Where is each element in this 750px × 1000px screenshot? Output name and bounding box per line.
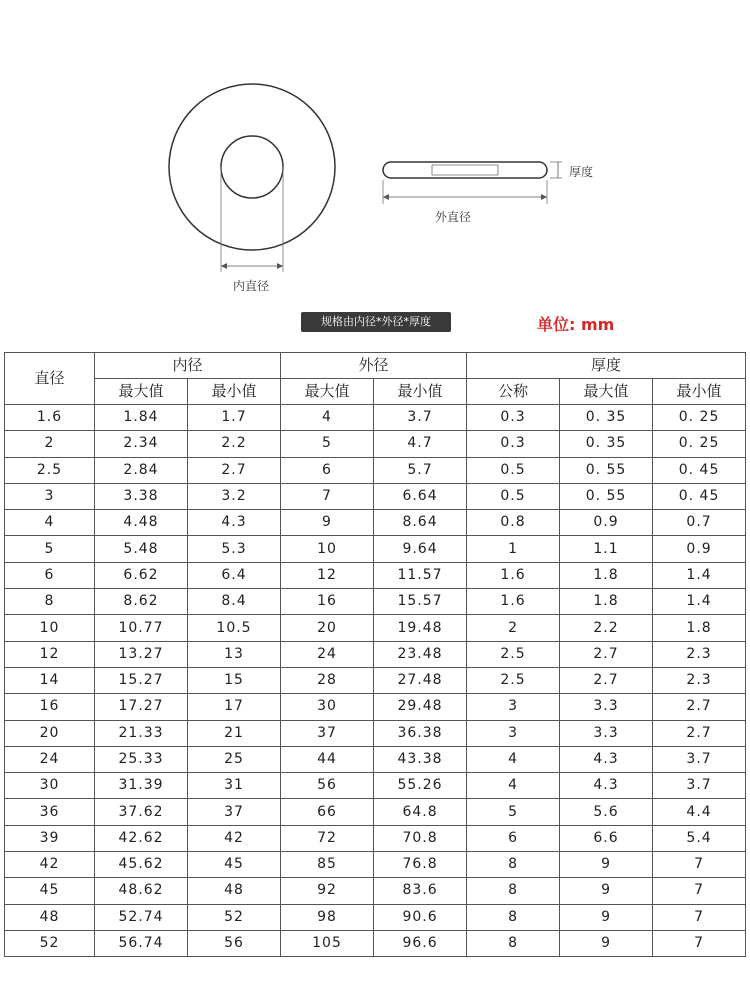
table-cell: 0. 25	[653, 405, 746, 431]
table-cell: 3.3	[560, 720, 653, 746]
table-cell: 5.6	[560, 799, 653, 825]
table-row	[5, 799, 746, 825]
table-cell: 2.5	[467, 641, 560, 667]
table-cell: 2.7	[653, 720, 746, 746]
table-cell: 4.3	[560, 746, 653, 772]
table-cell: 9	[560, 878, 653, 904]
table-cell: 8.64	[374, 510, 467, 536]
table-row	[5, 431, 746, 457]
table-cell: 2.34	[95, 431, 188, 457]
table-cell: 2.5	[5, 457, 95, 483]
table-cell: 12	[281, 562, 374, 588]
table-cell: 6.4	[188, 562, 281, 588]
table-cell: 13.27	[95, 641, 188, 667]
table-cell: 2.7	[560, 667, 653, 693]
table-cell: 36.38	[374, 720, 467, 746]
table-cell: 2	[5, 431, 95, 457]
table-body	[5, 405, 746, 957]
table-cell: 5.48	[95, 536, 188, 562]
table-cell: 0.3	[467, 405, 560, 431]
col-outer-min: 最小值	[374, 379, 467, 405]
table-cell: 96.6	[374, 930, 467, 956]
table-cell: 23.48	[374, 641, 467, 667]
table-cell: 7	[653, 904, 746, 930]
table-cell: 0.3	[467, 431, 560, 457]
table-cell: 0. 55	[560, 457, 653, 483]
table-cell: 13	[188, 641, 281, 667]
table-row	[5, 641, 746, 667]
table-cell: 15.27	[95, 667, 188, 693]
washer-outer-circle	[169, 84, 335, 250]
table-cell: 8	[467, 904, 560, 930]
table-cell: 17.27	[95, 694, 188, 720]
table-cell: 10.77	[95, 615, 188, 641]
table-row	[5, 930, 746, 956]
table-cell: 9	[560, 930, 653, 956]
table-cell: 0.8	[467, 510, 560, 536]
table-cell: 105	[281, 930, 374, 956]
table-cell: 5.3	[188, 536, 281, 562]
table-cell: 45	[5, 878, 95, 904]
table-cell: 0.7	[653, 510, 746, 536]
table-cell: 0. 35	[560, 431, 653, 457]
thickness-label: 厚度	[569, 165, 594, 179]
table-cell: 5.4	[653, 825, 746, 851]
table-cell: 52	[188, 904, 281, 930]
table-row	[5, 510, 746, 536]
table-cell: 0.9	[653, 536, 746, 562]
table-cell: 7	[653, 878, 746, 904]
table-cell: 42.62	[95, 825, 188, 851]
table-cell: 6	[467, 825, 560, 851]
table-cell: 10	[5, 615, 95, 641]
table-cell: 4.3	[560, 773, 653, 799]
table-cell: 7	[653, 930, 746, 956]
table-cell: 2.7	[653, 694, 746, 720]
table-cell: 10	[281, 536, 374, 562]
table-cell: 66	[281, 799, 374, 825]
table-row	[5, 746, 746, 772]
washer-drawing	[0, 0, 750, 340]
table-cell: 98	[281, 904, 374, 930]
table-cell: 6.62	[95, 562, 188, 588]
table-cell: 19.48	[374, 615, 467, 641]
col-thickness-min: 最小值	[653, 379, 746, 405]
washer-diagram	[0, 0, 750, 340]
table-cell: 0.5	[467, 457, 560, 483]
table-cell: 7	[281, 483, 374, 509]
unit-label: 单位: mm	[537, 315, 615, 334]
table-cell: 31.39	[95, 773, 188, 799]
table-cell: 9	[560, 852, 653, 878]
table-cell: 25	[188, 746, 281, 772]
table-cell: 72	[281, 825, 374, 851]
col-inner-min: 最小值	[188, 379, 281, 405]
table-cell: 21.33	[95, 720, 188, 746]
table-cell: 6	[5, 562, 95, 588]
col-inner-diameter: 内径	[95, 353, 281, 379]
table-row	[5, 694, 746, 720]
table-cell: 2.5	[467, 667, 560, 693]
table-row	[5, 904, 746, 930]
table-cell: 7	[653, 852, 746, 878]
table-cell: 1.1	[560, 536, 653, 562]
table-cell: 17	[188, 694, 281, 720]
table-row	[5, 483, 746, 509]
table-cell: 3.3	[560, 694, 653, 720]
table-cell: 0. 55	[560, 483, 653, 509]
table-cell: 4	[5, 510, 95, 536]
table-cell: 24	[281, 641, 374, 667]
table-cell: 3	[5, 483, 95, 509]
table-cell: 1.6	[467, 562, 560, 588]
table-row	[5, 562, 746, 588]
table-cell: 1.4	[653, 562, 746, 588]
col-thickness-max: 最大值	[560, 379, 653, 405]
table-cell: 3.7	[653, 746, 746, 772]
table-cell: 2	[467, 615, 560, 641]
table-cell: 4	[467, 773, 560, 799]
table-cell: 5	[281, 431, 374, 457]
table-cell: 42	[188, 825, 281, 851]
table-cell: 24	[5, 746, 95, 772]
table-cell: 30	[281, 694, 374, 720]
table-cell: 3.7	[374, 405, 467, 431]
table-cell: 1.8	[653, 615, 746, 641]
table-cell: 31	[188, 773, 281, 799]
col-outer-max: 最大值	[281, 379, 374, 405]
table-cell: 4.48	[95, 510, 188, 536]
table-cell: 45.62	[95, 852, 188, 878]
table-cell: 2.7	[188, 457, 281, 483]
table-cell: 1.7	[188, 405, 281, 431]
table-cell: 20	[5, 720, 95, 746]
table-cell: 1.8	[560, 562, 653, 588]
table-cell: 39	[5, 825, 95, 851]
table-cell: 55.26	[374, 773, 467, 799]
table-cell: 8	[467, 878, 560, 904]
table-cell: 1.4	[653, 589, 746, 615]
table-cell: 20	[281, 615, 374, 641]
table-cell: 3.2	[188, 483, 281, 509]
table-cell: 6.6	[560, 825, 653, 851]
table-cell: 37	[281, 720, 374, 746]
table-cell: 8.62	[95, 589, 188, 615]
table-cell: 3.7	[653, 773, 746, 799]
table-cell: 3.38	[95, 483, 188, 509]
table-cell: 2.2	[560, 615, 653, 641]
table-cell: 52.74	[95, 904, 188, 930]
table-cell: 4	[281, 405, 374, 431]
table-cell: 4	[467, 746, 560, 772]
table-cell: 3	[467, 694, 560, 720]
table-row	[5, 405, 746, 431]
table-cell: 8	[467, 930, 560, 956]
table-cell: 11.57	[374, 562, 467, 588]
table-cell: 6	[281, 457, 374, 483]
table-cell: 0.5	[467, 483, 560, 509]
table-row	[5, 589, 746, 615]
table-cell: 56.74	[95, 930, 188, 956]
table-cell: 2.2	[188, 431, 281, 457]
table-cell: 5	[5, 536, 95, 562]
table-cell: 1.6	[467, 589, 560, 615]
table-cell: 1	[467, 536, 560, 562]
table-cell: 8.4	[188, 589, 281, 615]
table-cell: 45	[188, 852, 281, 878]
table-cell: 92	[281, 878, 374, 904]
table-cell: 1.84	[95, 405, 188, 431]
table-cell: 3	[467, 720, 560, 746]
table-cell: 29.48	[374, 694, 467, 720]
table-cell: 0. 45	[653, 457, 746, 483]
table-cell: 8	[5, 589, 95, 615]
table-cell: 28	[281, 667, 374, 693]
table-cell: 52	[5, 930, 95, 956]
table-cell: 14	[5, 667, 95, 693]
table-cell: 2.3	[653, 667, 746, 693]
table-cell: 30	[5, 773, 95, 799]
table-cell: 27.48	[374, 667, 467, 693]
table-cell: 0. 25	[653, 431, 746, 457]
table-cell: 9.64	[374, 536, 467, 562]
table-cell: 9	[281, 510, 374, 536]
table-cell: 37	[188, 799, 281, 825]
table-cell: 83.6	[374, 878, 467, 904]
table-cell: 1.8	[560, 589, 653, 615]
table-cell: 0.9	[560, 510, 653, 536]
table-row	[5, 852, 746, 878]
table-cell: 10.5	[188, 615, 281, 641]
table-cell: 64.8	[374, 799, 467, 825]
table-cell: 43.38	[374, 746, 467, 772]
table-cell: 0. 45	[653, 483, 746, 509]
table-cell: 4.4	[653, 799, 746, 825]
outer-diameter-label: 外直径	[435, 210, 472, 224]
table-cell: 5	[467, 799, 560, 825]
col-diameter: 直径	[5, 353, 95, 405]
table-cell: 76.8	[374, 852, 467, 878]
table-cell: 21	[188, 720, 281, 746]
table-cell: 48	[188, 878, 281, 904]
table-cell: 25.33	[95, 746, 188, 772]
washer-inner-circle	[221, 136, 283, 198]
table-row	[5, 667, 746, 693]
table-cell: 44	[281, 746, 374, 772]
table-row	[5, 878, 746, 904]
table-cell: 2.7	[560, 641, 653, 667]
table-cell: 4.7	[374, 431, 467, 457]
table-cell: 70.8	[374, 825, 467, 851]
table-cell: 2.84	[95, 457, 188, 483]
table-cell: 9	[560, 904, 653, 930]
col-thickness-nominal: 公称	[467, 379, 560, 405]
table-row	[5, 457, 746, 483]
table-cell: 6.64	[374, 483, 467, 509]
table-cell: 5.7	[374, 457, 467, 483]
table-cell: 15.57	[374, 589, 467, 615]
table-row	[5, 615, 746, 641]
table-cell: 12	[5, 641, 95, 667]
table-cell: 48.62	[95, 878, 188, 904]
table-cell: 16	[5, 694, 95, 720]
table-row	[5, 720, 746, 746]
washer-spec-table	[4, 352, 746, 957]
table-cell: 15	[188, 667, 281, 693]
table-cell: 85	[281, 852, 374, 878]
col-thickness: 厚度	[467, 353, 746, 379]
table-cell: 1.6	[5, 405, 95, 431]
table-cell: 37.62	[95, 799, 188, 825]
table-cell: 56	[281, 773, 374, 799]
table-cell: 36	[5, 799, 95, 825]
inner-diameter-label: 内直径	[233, 279, 270, 293]
col-outer-diameter: 外径	[281, 353, 467, 379]
table-cell: 16	[281, 589, 374, 615]
table-cell: 4.3	[188, 510, 281, 536]
washer-side-view	[383, 162, 547, 178]
table-cell: 0. 35	[560, 405, 653, 431]
table-row	[5, 825, 746, 851]
table-cell: 48	[5, 904, 95, 930]
table-cell: 8	[467, 852, 560, 878]
table-cell: 42	[5, 852, 95, 878]
table-cell: 2.3	[653, 641, 746, 667]
table-cell: 90.6	[374, 904, 467, 930]
spec-format-badge: 规格由内径*外径*厚度	[301, 312, 451, 332]
col-inner-max: 最大值	[95, 379, 188, 405]
table-row	[5, 536, 746, 562]
table-row	[5, 773, 746, 799]
table-cell: 56	[188, 930, 281, 956]
